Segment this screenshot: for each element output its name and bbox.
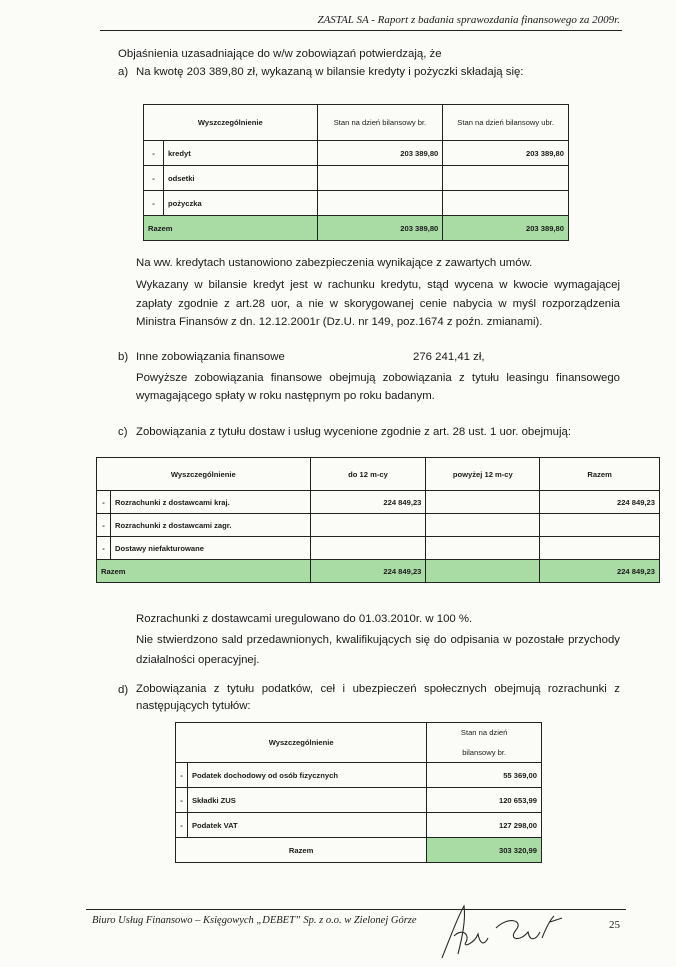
total-current: 203 389,80	[317, 216, 443, 241]
row-current	[317, 166, 443, 191]
suppliers-header-to12: do 12 m-cy	[310, 458, 426, 491]
row-dash: -	[97, 537, 111, 560]
page-number: 25	[609, 919, 620, 931]
total-value: 303 320,99	[427, 838, 542, 863]
row-dash: -	[144, 191, 164, 216]
row-value: 127 298,00	[427, 813, 542, 838]
row-dash: -	[176, 763, 188, 788]
row-dash: -	[144, 141, 164, 166]
taxes-header-line2: bilansowy br.	[427, 743, 542, 763]
footer-text: Biuro Usług Finansowo – Księgowych „DEBET” Sp. z o.o. w Zielonej Górze	[92, 915, 417, 926]
section-a-text: Na kwotę 203 389,80 zł, wykazaną w bilansie kredyty i pożyczki składają się:	[136, 66, 524, 78]
loans-table	[143, 104, 569, 241]
section-a-para1: Na ww. kredytach ustanowiono zabezpieczenia wynikające z zawartych umów.	[136, 257, 533, 269]
row-dash: -	[176, 788, 188, 813]
row-previous	[443, 166, 569, 191]
taxes-table	[175, 722, 542, 863]
row-over12	[426, 514, 540, 537]
section-a-para2: Wykazany w bilansie kredyt jest w rachunku kredytu, stąd wycena w kwocie wymagającej zapłaty zgodnie z art.28 uor, a nie w skorygowanej cenie nabycia w myśl rozporządzenia Ministra Finansów z dn. 12.12.2001r (Dz.U. nr 149, poz.1674 z poźn. zmianami).	[136, 279, 620, 328]
total-previous: 203 389,80	[443, 216, 569, 241]
section-b-para: Powyższe zobowiązania finansowe obejmują zobowiązania z tytułu leasingu finansowego wymagającego spłaty w roku następnym po roku badanym.	[136, 372, 620, 402]
section-b-amount: 276 241,41 zł,	[413, 351, 485, 363]
row-current	[317, 191, 443, 216]
row-name: Składki ZUS	[187, 788, 426, 813]
row-dash: -	[97, 514, 111, 537]
table-row	[97, 537, 660, 560]
loans-header-current: Stan na dzień bilansowy br.	[317, 105, 443, 141]
total-to12: 224 849,23	[310, 560, 426, 583]
section-b-label: b)	[118, 351, 129, 363]
header-rule	[100, 30, 622, 31]
section-a-label: a)	[118, 66, 129, 78]
table-row	[144, 191, 569, 216]
row-current: 203 389,80	[317, 141, 443, 166]
section-c-label: c)	[118, 426, 128, 438]
section-c-para2: Nie stwierdzono sald przedawnionych, kwalifikujących się do odpisania w pozostałe przychody działalności operacyjnej.	[136, 634, 620, 666]
row-name: Podatek dochodowy od osób fizycznych	[187, 763, 426, 788]
row-to12	[310, 514, 426, 537]
row-value: 55 369,00	[427, 763, 542, 788]
suppliers-header-over12: powyżej 12 m-cy	[426, 458, 540, 491]
table-row	[97, 491, 660, 514]
row-name: kredyt	[163, 141, 317, 166]
row-previous	[443, 191, 569, 216]
loans-header-name: Wyszczególnienie	[144, 105, 318, 141]
suppliers-header-total: Razem	[540, 458, 660, 491]
total-label: Razem	[144, 216, 318, 241]
row-name: Dostawy niefakturowane	[110, 537, 310, 560]
suppliers-table	[96, 457, 660, 583]
total-sum: 224 849,23	[540, 560, 660, 583]
row-name: Rozrachunki z dostawcami kraj.	[110, 491, 310, 514]
total-row	[97, 560, 660, 583]
row-to12	[310, 537, 426, 560]
row-total: 224 849,23	[540, 491, 660, 514]
taxes-header-line1: Stan na dzień	[427, 723, 542, 743]
taxes-header-name: Wyszczególnienie	[176, 723, 427, 763]
row-dash: -	[97, 491, 111, 514]
row-over12	[426, 491, 540, 514]
page-header-title: ZASTAL SA - Raport z badania sprawozdania finansowego za 2009r.	[317, 14, 620, 26]
suppliers-header-name: Wyszczególnienie	[97, 458, 311, 491]
row-dash: -	[144, 166, 164, 191]
total-over12	[426, 560, 540, 583]
total-label: Razem	[176, 838, 427, 863]
table-row	[176, 813, 542, 838]
total-row	[144, 216, 569, 241]
section-b-text: Inne zobowiązania finansowe	[136, 351, 285, 363]
table-row	[176, 788, 542, 813]
row-total	[540, 514, 660, 537]
row-dash: -	[176, 813, 188, 838]
table-row	[176, 763, 542, 788]
row-name: odsetki	[163, 166, 317, 191]
table-row	[144, 166, 569, 191]
table-row	[97, 514, 660, 537]
intro-text: Objaśnienia uzasadniające do w/w zobowiązań potwierdzają, że	[118, 48, 442, 60]
row-name: pożyczka	[163, 191, 317, 216]
handwritten-signature	[432, 898, 592, 962]
total-label: Razem	[97, 560, 311, 583]
row-to12: 224 849,23	[310, 491, 426, 514]
section-c-para1: Rozrachunki z dostawcami uregulowano do 01.03.2010r. w 100 %.	[136, 613, 473, 625]
row-total	[540, 537, 660, 560]
row-value: 120 653,99	[427, 788, 542, 813]
total-row	[176, 838, 542, 863]
row-over12	[426, 537, 540, 560]
row-previous: 203 389,80	[443, 141, 569, 166]
section-d-text: Zobowiązania z tytułu podatków, ceł i ubezpieczeń społecznych obejmują rozrachunki z następujących tytułów:	[136, 683, 620, 712]
section-d-label: d)	[118, 684, 129, 696]
row-name: Podatek VAT	[187, 813, 426, 838]
row-name: Rozrachunki z dostawcami zagr.	[110, 514, 310, 537]
loans-header-previous: Stan na dzień bilansowy ubr.	[443, 105, 569, 141]
table-row	[144, 141, 569, 166]
section-c-text: Zobowiązania z tytułu dostaw i usług wycenione zgodnie z art. 28 ust. 1 uor. obejmują:	[136, 426, 571, 438]
